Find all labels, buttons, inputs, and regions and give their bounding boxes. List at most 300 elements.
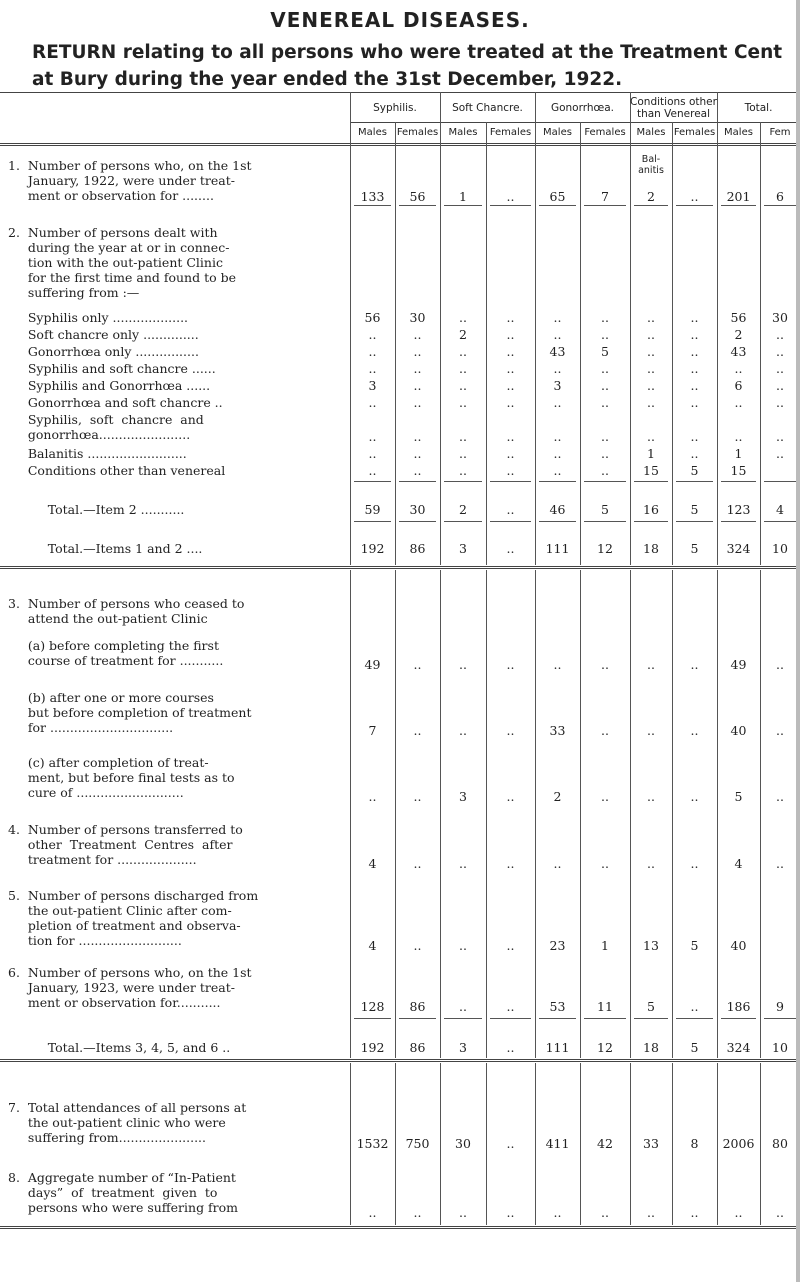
rule-before-total-3-6: [634, 1018, 668, 1019]
rule-before-total-2: [584, 481, 626, 482]
table-cell: 23: [549, 938, 566, 953]
column-rule: [672, 1063, 673, 1225]
table-cell: ..: [368, 361, 377, 376]
header-soft-chancre: Soft Chancre.: [452, 102, 523, 114]
table-cell: ..: [506, 463, 515, 478]
table-cell: ..: [506, 999, 515, 1014]
table-cell: 12: [597, 541, 613, 556]
table-cell: ..: [553, 327, 562, 342]
row-label: Gonorrhœa and soft chancre ..: [8, 395, 223, 410]
table-cell: ..: [601, 429, 609, 444]
table-cell: 186: [726, 999, 751, 1014]
column-rule: [535, 570, 536, 1058]
column-rule: [760, 570, 761, 1058]
table-cell: ..: [553, 395, 562, 410]
table-cell: ..: [413, 856, 422, 871]
row-label: Syphilis only ...................: [8, 310, 189, 325]
table-cell: ..: [413, 327, 422, 342]
row-label: Balanitis .........................: [8, 446, 187, 461]
table-cell: ..: [506, 189, 515, 204]
rule-before-total-3-6: [721, 1018, 756, 1019]
table-cell: ..: [647, 327, 655, 342]
table-cell: 10: [772, 1040, 788, 1055]
table-cell: ..: [506, 429, 515, 444]
table-cell: 128: [360, 999, 385, 1014]
row-label: (c) after completion of treat- ment, but before final tests as to cure of ...........................: [27, 755, 235, 800]
table-cell: ..: [601, 723, 609, 738]
table-cell: ..: [413, 446, 422, 461]
table-cell: ..: [776, 1205, 784, 1220]
table-cell: 56: [730, 310, 747, 325]
table-cell: ..: [459, 361, 467, 376]
row-label: 8. Aggregate number of “In-Patient days” of treatment given to persons who were suffering from: [8, 1170, 239, 1215]
table-cell: 5: [647, 999, 655, 1014]
table-cell: ..: [506, 723, 515, 738]
column-rule: [760, 1063, 761, 1225]
row-label: Gonorrhœa only ................: [8, 344, 199, 359]
rule-before-total-1-2: [444, 521, 482, 522]
table-cell: ..: [690, 856, 699, 871]
table-cell: ..: [506, 310, 515, 325]
table-cell: ..: [776, 361, 784, 376]
rule-before-total-2: [764, 481, 796, 482]
section-rule-3: [0, 1226, 800, 1229]
table-cell: 10: [772, 541, 788, 556]
table-cell: ..: [690, 189, 699, 204]
table-cell: ..: [368, 789, 377, 804]
table-cell: ..: [601, 856, 609, 871]
table-cell: 15: [643, 463, 659, 478]
rule-after-item-1: [399, 205, 436, 206]
table-cell: ..: [601, 361, 609, 376]
rule-after-item-1: [354, 205, 391, 206]
rule-before-total-3-6: [676, 1018, 713, 1019]
column-rule: [350, 143, 351, 565]
table-cell: 33: [549, 723, 566, 738]
table-cell: ..: [690, 378, 699, 393]
table-cell: ..: [413, 463, 422, 478]
row-label: Syphilis and Gonorrhœa ......: [8, 378, 211, 393]
column-rule: [580, 1063, 581, 1225]
header-females: Females: [584, 127, 626, 138]
rule-before-total-2: [676, 481, 713, 482]
row-label: Total.—Item 2 ...........: [8, 502, 185, 517]
row-label: Syphilis and soft chancre ......: [8, 361, 216, 376]
table-cell: 192: [360, 1040, 385, 1055]
table-cell: ..: [459, 463, 467, 478]
row-label: Total.—Items 1 and 2 ....: [8, 541, 203, 556]
column-rule: [717, 143, 718, 565]
table-cell: 80: [772, 1136, 788, 1151]
table-cell: 4: [368, 938, 377, 953]
rule-before-total-1-2: [634, 521, 668, 522]
table-cell: ..: [506, 378, 515, 393]
column-rule: [672, 143, 673, 565]
table-cell: ..: [459, 446, 467, 461]
table-cell: 3: [459, 789, 467, 804]
table-cell: ..: [506, 938, 515, 953]
rule-after-item-1: [764, 205, 796, 206]
table-cell: 6: [776, 189, 784, 204]
column-rule: [395, 570, 396, 1058]
table-cell: 16: [643, 502, 659, 517]
table-cell: ..: [690, 310, 699, 325]
header-males: Males: [636, 127, 666, 138]
table-cell: ..: [413, 361, 422, 376]
table-cell: 2: [459, 502, 467, 517]
table-cell: 4: [734, 856, 743, 871]
table-cell: 43: [730, 344, 747, 359]
table-cell: 1: [647, 446, 655, 461]
column-rule: [717, 1063, 718, 1225]
page-edge: [796, 0, 800, 1282]
rule-before-total-1-2: [584, 521, 626, 522]
rule-before-total-2: [444, 481, 482, 482]
table-cell: ..: [459, 938, 467, 953]
table-cell: ..: [506, 502, 515, 517]
table-cell: ..: [506, 361, 515, 376]
rule-before-total-2: [634, 481, 668, 482]
row-label: 7. Total attendances of all persons at the out-patient clinic who were suffering from......................: [8, 1100, 247, 1145]
table-cell: ..: [506, 344, 515, 359]
table-cell: ..: [601, 1205, 609, 1220]
table-cell: 13: [643, 938, 659, 953]
table-cell: 3: [553, 378, 562, 393]
table-cell: 59: [364, 502, 381, 517]
column-rule: [395, 1063, 396, 1225]
row-label: 1. Number of persons who, on the 1st January, 1922, were under treat- ment or observation for ........: [8, 158, 252, 203]
row-label: 6. Number of persons who, on the 1st January, 1923, were under treat- ment or observation for...........: [8, 965, 252, 1010]
table-cell: ..: [601, 657, 609, 672]
column-rule: [486, 1063, 487, 1225]
table-cell: 4: [368, 856, 377, 871]
table-cell: 2: [647, 189, 655, 204]
table-cell: 2006: [722, 1136, 755, 1151]
row-label: 5. Number of persons discharged from the out-patient Clinic after com- pletion of treatment and observa- tion for ..........................: [8, 888, 259, 948]
table-cell: ..: [647, 344, 655, 359]
table-cell: 46: [549, 502, 566, 517]
table-cell: ..: [553, 429, 562, 444]
table-cell: ..: [690, 361, 699, 376]
table-cell: 40: [730, 938, 747, 953]
table-cell: 5: [690, 938, 699, 953]
table-cell: 12: [597, 1040, 613, 1055]
table-cell: ..: [647, 856, 655, 871]
header-bottom-rule: [0, 143, 800, 146]
table-cell: ..: [690, 657, 699, 672]
column-rule: [350, 570, 351, 1058]
table-cell: 123: [726, 502, 751, 517]
table-cell: ..: [647, 723, 655, 738]
table-cell: ..: [776, 395, 784, 410]
subtitle-line-2: at Bury during the year ended the 31st December, 1922.: [32, 69, 623, 90]
table-cell: ..: [506, 1136, 515, 1151]
table-cell: ..: [647, 378, 655, 393]
table-cell: ..: [776, 429, 784, 444]
table-cell: ..: [459, 999, 467, 1014]
row-label: 2. Number of persons dealt with during the year at or in connec- tion with the out-patient Clinic for the first time and found to be suffering from :—: [8, 225, 237, 300]
column-rule: [630, 1063, 631, 1225]
table-cell: 15: [730, 463, 747, 478]
table-cell: ..: [368, 446, 377, 461]
table-cell: ..: [601, 327, 609, 342]
rule-before-total-3-6: [584, 1018, 626, 1019]
rule-after-item-1: [584, 205, 626, 206]
rule-before-total-3-6: [354, 1018, 391, 1019]
rule-before-total-1-2: [490, 521, 531, 522]
table-cell: 2: [734, 327, 743, 342]
rule-before-total-1-2: [354, 521, 391, 522]
table-cell: 1: [734, 446, 743, 461]
column-rule: [535, 143, 536, 565]
table-cell: ..: [506, 327, 515, 342]
header-top-rule: [0, 92, 800, 93]
table-cell: 30: [409, 310, 426, 325]
table-cell: ..: [506, 395, 515, 410]
header-females: Females: [673, 127, 716, 138]
table-cell: 5: [690, 463, 699, 478]
table-cell: ..: [368, 344, 377, 359]
table-cell: ..: [647, 657, 655, 672]
rule-after-item-1: [721, 205, 756, 206]
table-cell: 8: [690, 1136, 699, 1151]
table-cell: ..: [553, 310, 562, 325]
table-cell: ..: [459, 395, 467, 410]
table-cell: ..: [413, 395, 422, 410]
table-cell: 30: [409, 502, 426, 517]
table-cell: ..: [776, 378, 784, 393]
table-cell: ..: [506, 789, 515, 804]
table-cell: 11: [597, 999, 613, 1014]
header-gonorrhoea: Gonorrhœa.: [550, 102, 615, 114]
row-label: (b) after one or more courses but before completion of treatment for ...............................: [27, 690, 252, 735]
table-cell: ..: [690, 429, 699, 444]
table-cell: ..: [413, 429, 422, 444]
row-label: (a) before completing the first course of treatment for ...........: [27, 638, 224, 668]
table-cell: ..: [459, 657, 467, 672]
table-cell: ..: [690, 789, 699, 804]
table-cell: 3: [459, 541, 467, 556]
table-cell: ..: [647, 789, 655, 804]
table-cell: 33: [643, 1136, 659, 1151]
table-cell: 53: [549, 999, 566, 1014]
table-cell: ..: [506, 541, 515, 556]
column-rule: [535, 1063, 536, 1225]
table-cell: 750: [405, 1136, 430, 1151]
header-males: Males: [543, 127, 572, 138]
rule-after-item-1: [444, 205, 482, 206]
table-cell: 30: [772, 310, 788, 325]
table-cell: ..: [647, 310, 655, 325]
table-cell: 3: [459, 1040, 467, 1055]
column-rule: [760, 143, 761, 565]
table-cell: ..: [776, 327, 784, 342]
table-cell: ..: [459, 1205, 467, 1220]
table-cell: ..: [413, 938, 422, 953]
row-label: Conditions other than venereal: [8, 463, 226, 478]
rule-before-total-1-2: [721, 521, 756, 522]
table-cell: 133: [360, 189, 385, 204]
table-cell: 1532: [356, 1136, 389, 1151]
column-rule: [486, 143, 487, 565]
table-cell: ..: [601, 395, 609, 410]
header-males: Males: [724, 127, 753, 138]
table-cell: ..: [506, 1040, 515, 1055]
table-cell: 192: [360, 541, 385, 556]
balanitis-note: Bal- anitis: [638, 154, 664, 176]
header-females: Females: [489, 127, 532, 138]
table-cell: ..: [506, 657, 515, 672]
table-cell: 5: [601, 344, 609, 359]
table-cell: ..: [459, 344, 467, 359]
section-rule-2: [0, 1059, 800, 1062]
header-syphilis: Syphilis.: [373, 102, 417, 114]
table-cell: ..: [368, 1205, 377, 1220]
column-rule: [486, 570, 487, 1058]
table-cell: 111: [545, 541, 570, 556]
rule-after-item-1: [676, 205, 713, 206]
table-cell: 56: [409, 189, 426, 204]
table-cell: ..: [690, 327, 699, 342]
table-cell: ..: [368, 395, 377, 410]
table-cell: 42: [597, 1136, 613, 1151]
table-cell: ..: [413, 1205, 422, 1220]
table-cell: ..: [553, 463, 562, 478]
table-cell: ..: [647, 1205, 655, 1220]
page-title: VENEREAL DISEASES.: [270, 8, 530, 32]
table-cell: ..: [690, 395, 699, 410]
table-cell: ..: [734, 361, 743, 376]
table-cell: 30: [455, 1136, 471, 1151]
table-cell: ..: [690, 999, 699, 1014]
header-females: Females: [396, 127, 439, 138]
table-cell: ..: [776, 723, 784, 738]
table-cell: 7: [601, 189, 609, 204]
table-cell: ..: [734, 429, 743, 444]
rule-before-total-3-6: [764, 1018, 796, 1019]
table-cell: ..: [506, 1205, 515, 1220]
rule-before-total-2: [399, 481, 436, 482]
rule-before-total-3-6: [399, 1018, 436, 1019]
table-cell: ..: [776, 657, 784, 672]
table-cell: 40: [730, 723, 747, 738]
table-cell: ..: [776, 446, 784, 461]
table-cell: 86: [409, 1040, 426, 1055]
table-cell: 5: [690, 502, 699, 517]
table-cell: ..: [459, 723, 467, 738]
table-cell: ..: [553, 856, 562, 871]
row-label: Soft chancre only ..............: [8, 327, 199, 342]
table-cell: 5: [690, 1040, 699, 1055]
column-rule: [672, 570, 673, 1058]
column-rule: [395, 143, 396, 565]
table-cell: 65: [549, 189, 566, 204]
rule-before-total-3-6: [490, 1018, 531, 1019]
table-cell: ..: [647, 429, 655, 444]
table-cell: ..: [413, 789, 422, 804]
table-cell: ..: [601, 310, 609, 325]
table-cell: ..: [776, 344, 784, 359]
header-total: Total.: [744, 102, 773, 114]
table-cell: ..: [413, 378, 422, 393]
rule-before-total-2: [539, 481, 576, 482]
table-cell: 3: [368, 378, 377, 393]
table-cell: 324: [726, 1040, 751, 1055]
rule-before-total-3-6: [539, 1018, 576, 1019]
table-cell: 411: [545, 1136, 570, 1151]
rule-before-total-2: [490, 481, 531, 482]
table-cell: 49: [730, 657, 747, 672]
table-cell: ..: [647, 395, 655, 410]
header-mid-rule: [350, 122, 800, 123]
table-cell: ..: [506, 446, 515, 461]
table-cell: 18: [643, 1040, 659, 1055]
table-cell: ..: [553, 446, 562, 461]
rule-after-item-1: [539, 205, 576, 206]
table-cell: 86: [409, 541, 426, 556]
column-rule: [440, 1063, 441, 1225]
rule-before-total-1-2: [676, 521, 713, 522]
table-cell: ..: [553, 361, 562, 376]
table-cell: ..: [690, 344, 699, 359]
table-cell: 7: [368, 723, 377, 738]
table-cell: 6: [734, 378, 743, 393]
table-cell: 43: [549, 344, 566, 359]
table-cell: ..: [459, 429, 467, 444]
table-cell: ..: [459, 378, 467, 393]
table-cell: ..: [368, 429, 377, 444]
table-cell: 9: [776, 999, 784, 1014]
table-cell: ..: [690, 723, 699, 738]
table-cell: ..: [368, 327, 377, 342]
subtitle-line-1: RETURN relating to all persons who were treated at the Treatment Cent: [32, 42, 783, 63]
table-cell: 1: [459, 189, 467, 204]
table-cell: 1: [601, 938, 609, 953]
column-rule: [350, 1063, 351, 1225]
row-label: 3. Number of persons who ceased to attend the out-patient Clinic: [8, 596, 245, 626]
column-rule: [440, 143, 441, 565]
table-cell: 2: [459, 327, 467, 342]
row-label: Syphilis, soft chancre and gonorrhœa.......................: [27, 412, 204, 442]
table-cell: ..: [734, 1205, 743, 1220]
table-cell: 5: [690, 541, 699, 556]
table-cell: 111: [545, 1040, 570, 1055]
table-cell: ..: [413, 657, 422, 672]
table-cell: 5: [734, 789, 743, 804]
table-cell: ..: [553, 657, 562, 672]
rule-before-total-1-2: [399, 521, 436, 522]
table-cell: 4: [776, 502, 784, 517]
table-cell: ..: [734, 395, 743, 410]
table-cell: 2: [553, 789, 562, 804]
table-cell: 324: [726, 541, 751, 556]
table-cell: ..: [601, 463, 609, 478]
table-cell: ..: [690, 1205, 699, 1220]
header-females: Fem: [769, 127, 791, 138]
table-cell: ..: [506, 856, 515, 871]
table-cell: 201: [726, 189, 751, 204]
column-rule: [630, 570, 631, 1058]
rule-before-total-3-6: [444, 1018, 482, 1019]
table-cell: ..: [459, 856, 467, 871]
table-cell: ..: [601, 789, 609, 804]
row-label: 4. Number of persons transferred to other Treatment Centres after treatment for ....................: [8, 822, 243, 867]
table-cell: ..: [776, 856, 784, 871]
table-cell: ..: [459, 310, 467, 325]
table-cell: ..: [413, 723, 422, 738]
column-rule: [580, 143, 581, 565]
table-cell: ..: [647, 361, 655, 376]
